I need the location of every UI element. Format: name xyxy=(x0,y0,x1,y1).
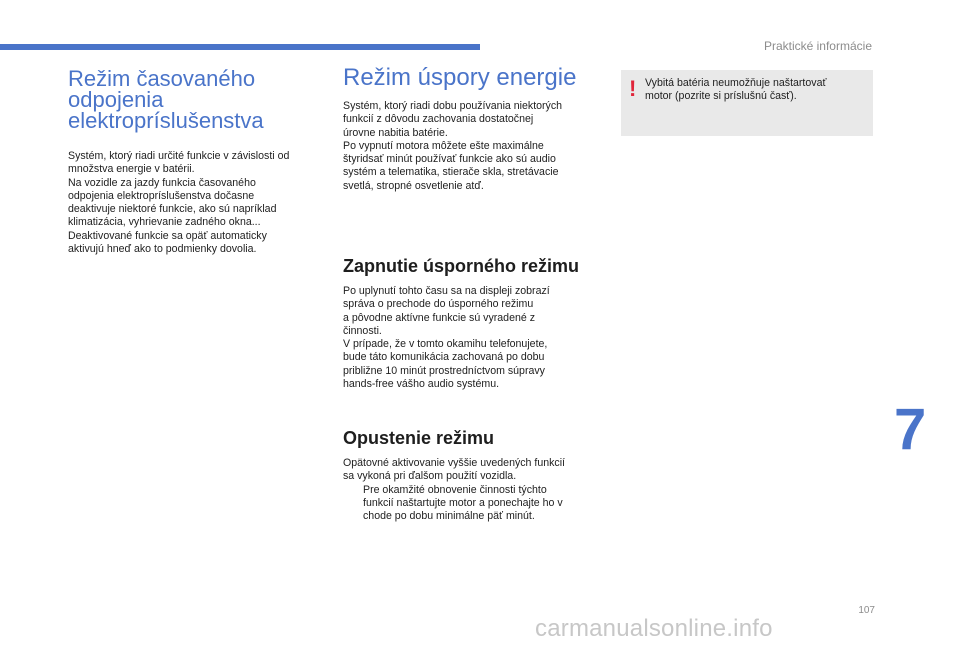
text-line: a pôvodne aktívne funkcie sú vyradené z xyxy=(343,311,535,324)
text-line: svetlá, stropné osvetlenie atď. xyxy=(343,179,484,192)
page-number: 107 xyxy=(858,605,875,616)
text-line: Na vozidle za jazdy funkcia časovaného xyxy=(68,176,256,189)
left-title-line: Režim časovaného xyxy=(68,66,256,91)
left-title xyxy=(68,68,330,131)
middle-title: Režim úspory energie xyxy=(343,64,577,91)
text-line: Systém, ktorý riadi dobu používania niektorých xyxy=(343,100,563,112)
text-line: činnosti. xyxy=(343,324,382,337)
bullet-item xyxy=(343,484,605,524)
text-line: Vybitá batéria neumožňuje naštartovať xyxy=(645,77,827,89)
warning-exclamation-icon: ! xyxy=(629,76,637,101)
text-line: klimatizácia, vyhrievanie zadného okna... xyxy=(68,216,261,229)
text-line: úrovne nabitia batérie. xyxy=(343,126,448,139)
left-title-line: odpojenia xyxy=(68,87,164,112)
chapter-number: 7 xyxy=(894,397,927,462)
text-line: hands-free vášho audio systému. xyxy=(343,378,500,391)
section1-body xyxy=(343,285,605,391)
section-header: Praktické informácie xyxy=(763,39,872,53)
text-line: odpojenia elektropríslušenstva dočasne xyxy=(68,189,255,202)
text-line: štyridsať minút používať funkcie ako sú audio xyxy=(343,153,556,166)
text-line: približne 10 minút prostredníctvom súpravy xyxy=(343,364,545,377)
middle-column xyxy=(343,66,605,193)
left-column xyxy=(68,68,330,256)
text-line: Deaktivované funkcie sa opäť automaticky xyxy=(68,229,267,242)
text-line: deaktivuje niektoré funkcie, ako sú napríklad xyxy=(68,203,277,216)
text-line: Opätovné aktivovanie vyššie uvedených funkcií xyxy=(343,457,566,469)
text-line: Po vypnutí motora môžete ešte maximálne xyxy=(343,139,544,152)
text-line: Po uplynutí tohto času sa na displeji zobrazí xyxy=(343,285,550,297)
warning-note xyxy=(621,70,873,136)
text-line: Systém, ktorý riadi určité funkcie v závislosti od xyxy=(68,150,290,162)
text-line: systém a telematika, stierače skla, stretávacie xyxy=(343,166,559,179)
left-body xyxy=(68,150,330,256)
text-line: množstva energie v batérii. xyxy=(68,163,195,176)
text-line: V prípade, že v tomto okamihu telefonujete, xyxy=(343,338,548,351)
section1-heading: Zapnutie úsporného režimu xyxy=(343,256,580,276)
warning-text xyxy=(645,77,826,104)
section2-heading: Opustenie režimu xyxy=(343,428,495,448)
header-accent-bar xyxy=(0,44,480,50)
bullet-text xyxy=(363,484,563,524)
text-line: správa o prechode do úsporného režimu xyxy=(343,298,534,311)
text-line: aktivujú hneď ako to podmienky dovolia. xyxy=(68,243,257,256)
text-line: funkcií z dôvodu zachovania dostatočnej xyxy=(343,113,534,126)
left-title-line: elektropríslušenstva xyxy=(68,108,264,133)
watermark: carmanualsonline.info xyxy=(535,615,773,642)
text-line: chode po dobu minimálne päť minút. xyxy=(363,510,535,523)
section2-body xyxy=(343,457,605,523)
text-line: Pre okamžité obnovenie činnosti týchto xyxy=(363,483,547,496)
text-line: sa vykoná pri ďalšom použití vozidla. xyxy=(343,470,517,483)
middle-intro xyxy=(343,100,605,193)
text-line: motor (pozrite si príslušnú časť). xyxy=(645,90,797,103)
bullet-arrow-icon xyxy=(343,484,363,524)
text-line: bude táto komunikácia zachovaná po dobu xyxy=(343,351,545,364)
text-line: funkcií naštartujte motor a ponechajte ho v xyxy=(363,496,563,509)
